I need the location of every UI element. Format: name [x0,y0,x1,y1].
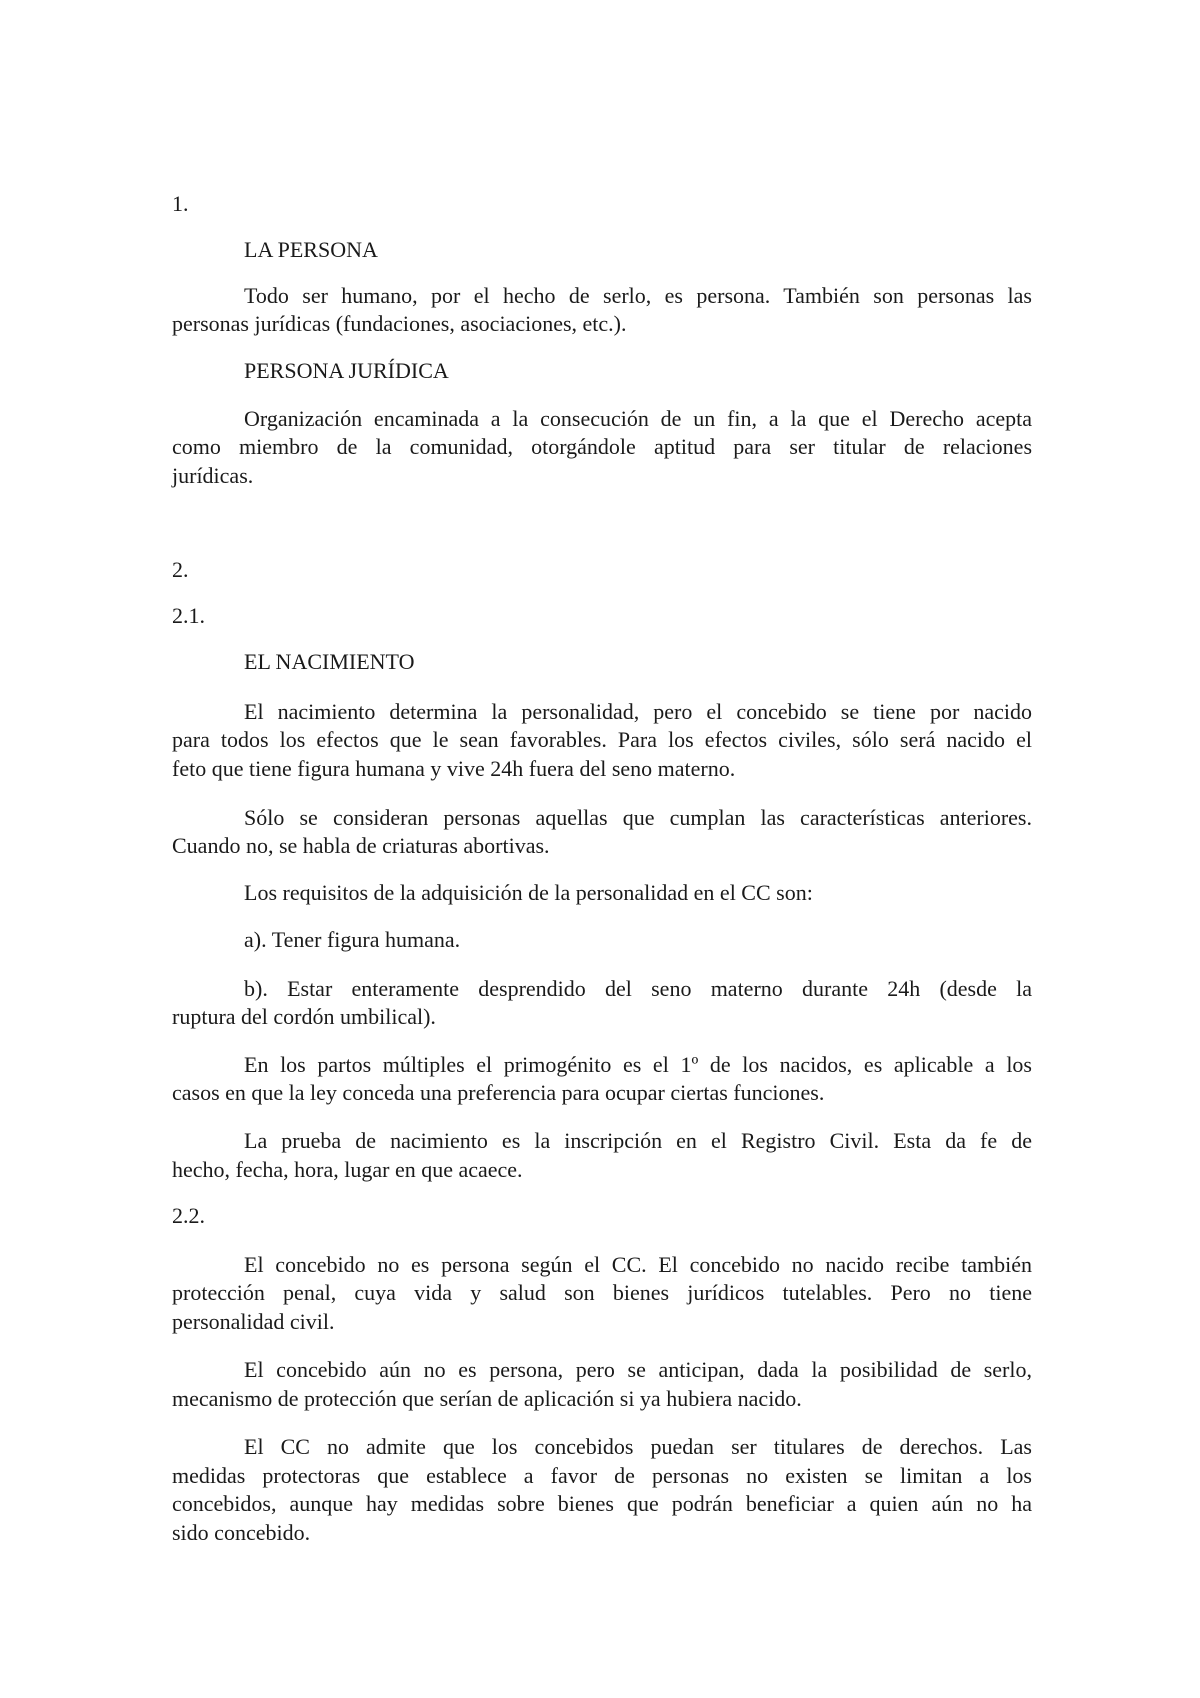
paragraph-line: personas jurídicas (fundaciones, asociaciones, etc.). [172,311,627,336]
paragraph-line: personalidad civil. [172,1309,335,1334]
subsection-number: 2.2. [172,1203,205,1228]
paragraph-line: En los partos múltiples el primogénito es el 1º de los nacidos, es aplicable a los [244,1052,1032,1077]
section-title: EL NACIMIENTO [244,649,415,674]
paragraph-line: La prueba de nacimiento es la inscripción en el Registro Civil. Esta da fe de [244,1128,1032,1153]
paragraph-line: Todo ser humano, por el hecho de serlo, es persona. También son personas las [244,283,1032,308]
paragraph-line: Sólo se consideran personas aquellas que cumplan las características anteriores. [244,805,1032,830]
paragraph-line: concebidos, aunque hay medidas sobre bienes que podrán beneficiar a quien aún no ha [172,1491,1032,1516]
paragraph-line: como miembro de la comunidad, otorgándole aptitud para ser titular de relaciones [172,434,1032,459]
paragraph-line: El CC no admite que los concebidos puedan ser titulares de derechos. Las [244,1434,1032,1459]
paragraph-line: Los requisitos de la adquisición de la personalidad en el CC son: [244,880,813,905]
paragraph-line: para todos los efectos que le sean favorables. Para los efectos civiles, sólo será nacido el [172,727,1032,752]
section-title: LA PERSONA [244,237,378,262]
paragraph-line: mecanismo de protección que serían de aplicación si ya hubiera nacido. [172,1386,802,1411]
paragraph-line: jurídicas. [172,463,254,488]
list-item: b). Estar enteramente desprendido del seno materno durante 24h (desde la [244,976,1032,1001]
paragraph-line: Organización encaminada a la consecución de un fin, a la que el Derecho acepta [244,406,1032,431]
paragraph-line: casos en que la ley conceda una preferencia para ocupar ciertas funciones. [172,1080,825,1105]
subsection-title: PERSONA JURÍDICA [244,358,449,383]
list-item: a). Tener figura humana. [244,927,461,952]
section-number: 1. [172,191,189,216]
paragraph-line: El nacimiento determina la personalidad, pero el concebido se tiene por nacido [244,699,1032,724]
paragraph-line: hecho, fecha, hora, lugar en que acaece. [172,1157,523,1182]
paragraph-line: El concebido aún no es persona, pero se anticipan, dada la posibilidad de serlo, [244,1357,1032,1382]
paragraph-line: sido concebido. [172,1520,311,1545]
list-item-continuation: ruptura del cordón umbilical). [172,1004,436,1029]
subsection-number: 2.1. [172,603,205,628]
paragraph-line: feto que tiene figura humana y vive 24h fuera del seno materno. [172,756,736,781]
paragraph-line: medidas protectoras que establece a favor de personas no existen se limitan a los [172,1463,1032,1488]
section-number: 2. [172,557,189,582]
paragraph-line: Cuando no, se habla de criaturas abortivas. [172,833,550,858]
paragraph-line: protección penal, cuya vida y salud son bienes jurídicos tutelables. Pero no tiene [172,1280,1032,1305]
paragraph-line: El concebido no es persona según el CC. El concebido no nacido recibe también [244,1252,1032,1277]
